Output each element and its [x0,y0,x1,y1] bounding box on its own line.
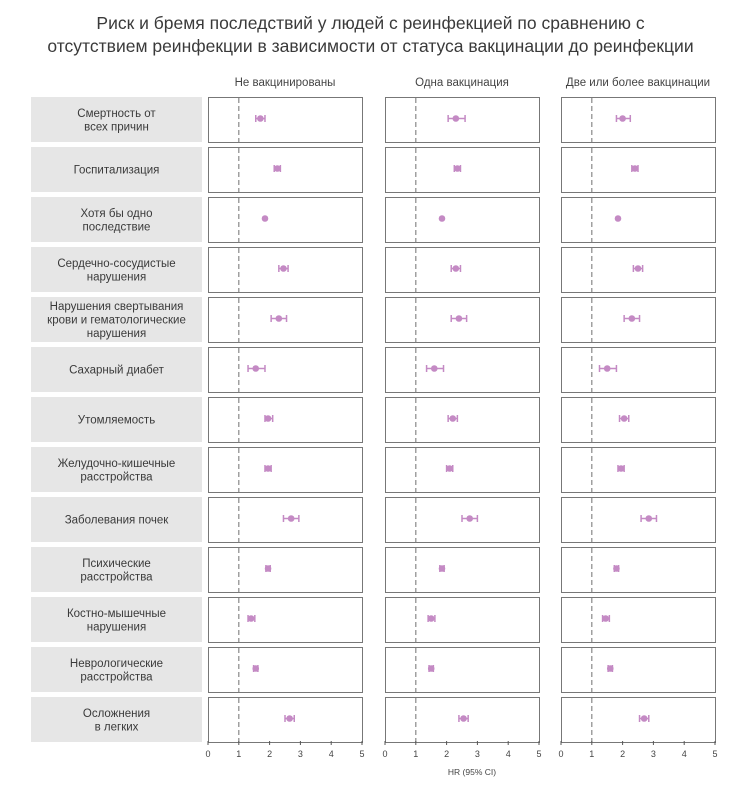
x-tick-label-p2-1: 1 [413,749,419,759]
row-label-3-line-1: Хотя бы одно [80,207,153,220]
hr-point-r5-p1 [276,315,283,322]
row-label-11-line-2: нарушения [86,621,147,634]
hr-point-r4-p1 [280,265,287,272]
hr-point-r4-p3 [635,265,642,272]
hr-point-r10-p1 [265,565,272,572]
row-label-3-line-2: последствие [82,221,151,234]
hr-point-r6-p2 [431,365,438,372]
x-tick-label-p2-5: 5 [536,749,542,759]
x-tick-label-p2-2: 2 [444,749,450,759]
x-tick-label-p2-0: 0 [382,749,388,759]
x-tick-label-p2-4: 4 [505,749,511,759]
x-tick-label-p1-5: 5 [359,749,365,759]
x-tick-label-p3-2: 2 [620,749,626,759]
panel-box-r8-p1 [209,448,363,493]
hr-point-r12-p3 [607,665,614,672]
panel-box-r4-p2 [386,248,540,293]
row-label-8-line-1: Желудочно-кишечные [57,457,176,470]
panel-box-r11-p3 [562,598,716,643]
row-label-8-line-2: расстройства [80,471,153,484]
panel-box-r6-p2 [386,348,540,393]
panel-box-r3-p3 [562,198,716,243]
panel-box-r3-p1 [209,198,363,243]
panel-box-r7-p3 [562,398,716,443]
x-tick-label-p1-3: 3 [297,749,303,759]
row-label-13-line-1: Осложнения [82,707,151,720]
hr-point-r12-p2 [428,665,435,672]
panel-title-3: Две или более вакцинации [565,77,711,89]
x-tick-label-p3-3: 3 [650,749,656,759]
hr-point-r13-p3 [641,715,648,722]
panel-box-r12-p2 [386,648,540,693]
hr-point-r6-p3 [604,365,611,372]
row-label-5-line-3: нарушения [86,328,147,340]
panel-box-r7-p1 [209,398,363,443]
hr-point-r1-p2 [453,115,460,122]
panel-box-r10-p2 [386,548,540,593]
x-tick-label-p1-2: 2 [267,749,273,759]
x-tick-label-p2-3: 3 [474,749,480,759]
hr-point-r2-p2 [454,165,461,172]
hr-point-r3-p3 [615,215,622,222]
x-tick-label-p3-0: 0 [558,749,564,759]
panel-box-r7-p2 [386,398,540,443]
panel-title-2: Одна вакцинация [415,77,509,89]
hr-point-r6-p1 [252,365,259,372]
hr-point-r8-p3 [618,465,625,472]
hr-point-r13-p2 [460,715,467,722]
x-axis-label: HR (95% CI) [447,767,497,777]
panel-box-r8-p2 [386,448,540,493]
hr-point-r12-p1 [252,665,259,672]
row-label-1-line-1: Смертность от [77,107,156,120]
hr-point-r3-p1 [262,215,269,222]
panel-box-r10-p3 [562,548,716,593]
panel-title-1: Не вакцинированы [234,77,336,89]
panel-box-r9-p3 [562,498,716,543]
row-label-12-line-1: Неврологические [69,657,164,670]
panel-box-r1-p2 [386,98,540,143]
hr-point-r8-p2 [446,465,453,472]
hr-point-r7-p3 [621,415,628,422]
panel-box-r13-p3 [562,698,716,743]
row-label-5-line-2: крови и гематологические [47,314,186,327]
hr-point-r1-p3 [619,115,626,122]
row-label-9-line-1: Заболевания почек [64,514,169,527]
chart-title-line-2: отсутствием реинфекции в зависимости от статуса вакцинации до реинфекции [47,36,694,56]
row-label-10-line-2: расстройства [80,571,153,584]
row-label-2-line-1: Госпитализация [73,164,160,177]
hr-point-r7-p2 [449,415,456,422]
row-label-13-line-2: в легких [94,721,139,734]
row-label-7-line-1: Утомляемость [77,414,156,427]
row-label-1-line-2: всех причин [84,121,149,134]
chart-title-line-1: Риск и бремя последствий у людей с реинфекцией по сравнению с [96,13,645,33]
panel-box-r5-p3 [562,298,716,343]
hr-point-r10-p2 [439,565,446,572]
panel-box-r1-p3 [562,98,716,143]
hr-point-r4-p2 [453,265,460,272]
hr-point-r5-p3 [629,315,636,322]
hr-point-r9-p2 [466,515,473,522]
hr-point-r2-p3 [632,165,639,172]
row-label-6-line-1: Сахарный диабет [69,364,164,377]
panel-box-r5-p1 [209,298,363,343]
x-tick-label-p1-1: 1 [236,749,242,759]
row-label-12-line-2: расстройства [80,671,153,684]
panel-box-r10-p1 [209,548,363,593]
panel-box-r5-p2 [386,298,540,343]
panel-box-r1-p1 [209,98,363,143]
hr-point-r7-p1 [265,415,272,422]
panel-box-r6-p3 [562,348,716,393]
x-tick-label-p3-4: 4 [681,749,687,759]
panel-box-r11-p2 [386,598,540,643]
panel-box-r8-p3 [562,448,716,493]
hr-point-r5-p2 [456,315,463,322]
panel-box-r12-p1 [209,648,363,693]
hr-point-r3-p2 [439,215,446,222]
hr-point-r13-p1 [286,715,293,722]
row-label-10-line-1: Психические [82,557,151,570]
hr-point-r9-p3 [645,515,652,522]
panel-box-r2-p1 [209,148,363,193]
panel-box-r11-p1 [209,598,363,643]
x-tick-label-p1-4: 4 [328,749,334,759]
hr-point-r9-p1 [288,515,295,522]
hr-point-r10-p3 [613,565,620,572]
panel-box-r12-p3 [562,648,716,693]
row-label-5-line-1: Нарушения свертывания [49,301,184,313]
row-label-4-line-2: нарушения [86,271,147,284]
hr-point-r8-p1 [265,465,272,472]
panel-box-r3-p2 [386,198,540,243]
hr-point-r11-p3 [602,615,609,622]
panel-box-r9-p1 [209,498,363,543]
hr-point-r2-p1 [274,165,281,172]
hr-point-r1-p1 [257,115,264,122]
panel-box-r2-p2 [386,148,540,193]
x-tick-label-p3-5: 5 [712,749,718,759]
row-label-4-line-1: Сердечно-сосудистые [57,257,176,270]
x-tick-label-p3-1: 1 [589,749,595,759]
hr-point-r11-p1 [248,615,255,622]
row-label-11-line-1: Костно-мышечные [66,607,167,620]
hr-point-r11-p2 [428,615,435,622]
panel-box-r6-p1 [209,348,363,393]
x-tick-label-p1-0: 0 [205,749,211,759]
